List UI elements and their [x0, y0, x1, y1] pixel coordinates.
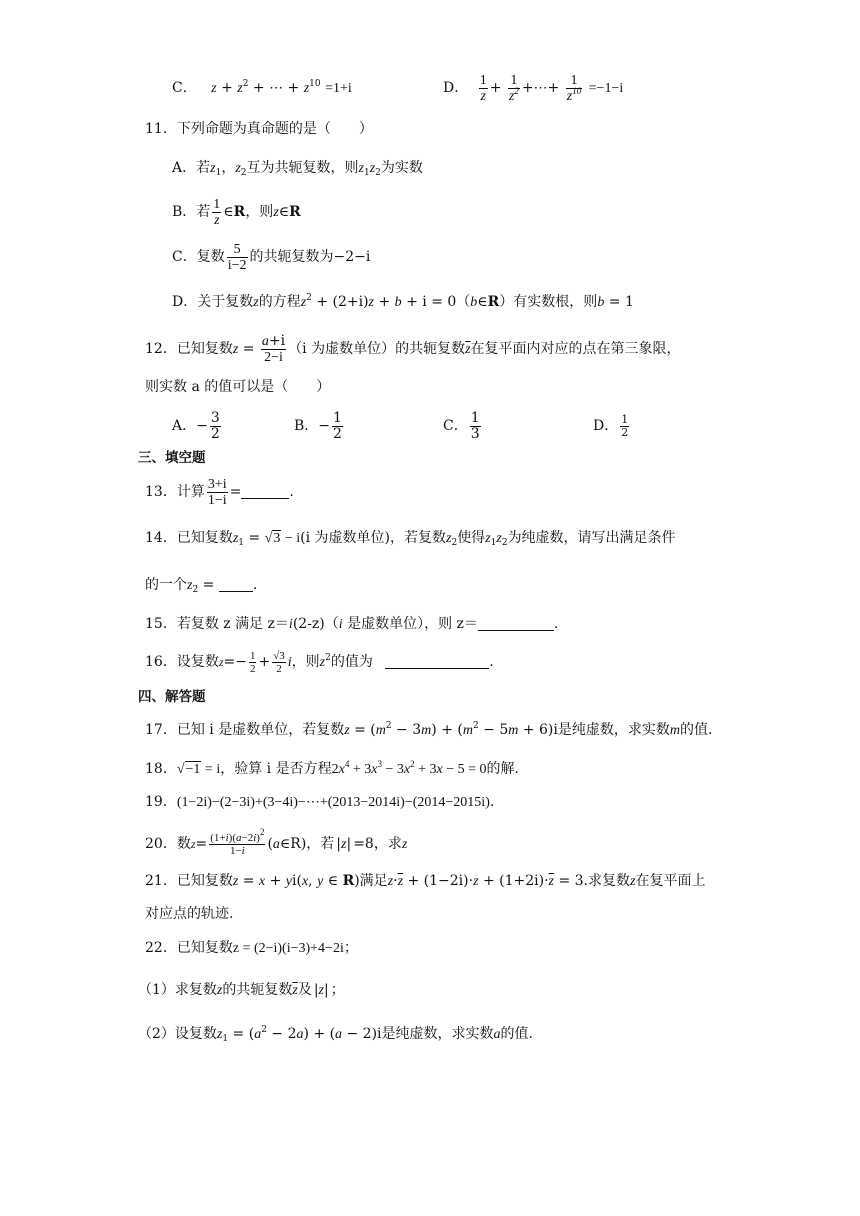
question-22-part-2: （2）设复数$z_1 = (a^2 - 2a) + (a - 2)i$是纯虚数，求实数a的值. [138, 1025, 533, 1044]
q12-option-a[interactable]: A．− $\frac{3}{2}$ [172, 409, 220, 442]
q12-option-c[interactable]: C． $\frac{1}{3}$ [443, 409, 480, 442]
question-12-line2: 则实数 a 的值可以是（ ） [145, 379, 331, 395]
question-16: 16．设复数z=− $\frac{1}{2}$ + $\frac{√3}{2}$ i，则$z^2$的值为 . [145, 649, 494, 675]
answer-blank[interactable] [478, 616, 554, 631]
question-18: 18．√−1 = i，验算 i 是否方程$2x^4 + 3x^3 - 3x^2 + 3x - 5 = 0$的解. [145, 759, 519, 777]
q11-option-d[interactable]: D．关于复数z的方程$z^2 + (2+i)z + b + i$ = 0（b∈R）有实数根，则b = 1 [172, 293, 634, 310]
question-21-line1: 21．已知复数z = x + yi(x, y ∈ R)满足$z\cdot\overline{z} + (1-2i)\cdot z + (1+2i)\cdot\overline{z} = 3$.求复数z在复平面上 [145, 873, 706, 889]
q12-option-d[interactable]: D． $\frac{1}{2}$ [593, 412, 629, 439]
q11-option-b[interactable]: B．若 $\frac{1}{z}$ ∈R，则z∈R [172, 196, 301, 228]
answer-blank[interactable] [219, 577, 253, 592]
question-12-stem: 12．已知复数z = $\frac{a+i}{2-i}$ （i 为虚数单位）的共轭复数$\overline{z}$在复平面内对应的点在第三象限， [145, 332, 681, 365]
q10-option-c[interactable]: C． $z + z^2$ + ⋯ + $z^{10} =1+i$ [172, 79, 352, 96]
q11-option-a[interactable]: A．若$z_1$，$z_2$互为共轭复数，则$z_1z_2$为实数 [172, 160, 423, 178]
question-21-line2: 对应点的轨迹. [145, 906, 234, 922]
q12-option-b[interactable]: B．− $\frac{1}{2}$ [294, 409, 342, 442]
question-22-part-1: （1）求复数z的共轭复数$\overline{z}$及 |z| ； [138, 982, 345, 998]
question-19: 19．(1−2i)−(2−3i)+(3−4i)−⋯+(2013−2014i)−(2014−2015i). [145, 794, 495, 810]
question-22: 22．已知复数z = (2−i)(i−3)+4−2i； [145, 940, 358, 956]
answer-blank[interactable] [241, 484, 289, 499]
question-13: 13．计算 $\frac{3+i}{1-i}$ = . [145, 476, 294, 508]
question-14-line1: 14．已知复数$z_1 = √3 - i(i$ 为虚数单位)，若复数$z_2$使得$z_1z_2$为纯虚数，请写出满足条件 [145, 530, 676, 548]
section-heading-solutions: 四、解答题 [138, 689, 206, 705]
q11-option-c[interactable]: C．复数 $\frac{5}{i-2}$ 的共轭复数为−2−i [172, 241, 371, 273]
question-20: 20．数z= $\frac{(1+i)(a-2i)^2}{1-i}$ (a∈R)，若 |z| =8，求z [145, 826, 408, 857]
question-14-line2: 的一个$z_2$ = . [145, 577, 258, 595]
question-11-stem: 11．下列命题为真命题的是（ ） [145, 121, 373, 137]
section-heading-fill-in: 三、填空题 [138, 450, 206, 466]
question-15: 15．若复数 z 满足 z＝i(2-z)（i 是虚数单位），则 z＝ . [145, 616, 559, 632]
answer-blank[interactable] [385, 654, 489, 669]
q10-option-d[interactable]: D． $\frac{1}{z}$ + $\frac{1}{z^2}$ +⋯+ $\frac{1}{z^{10}}$ =−1−i [443, 72, 624, 104]
question-17: 17．已知 i 是虚数单位，若复数$z = (m^2 - 3m) + (m^2 - 5m + 6)i$是纯虚数，求实数m的值. [145, 721, 713, 738]
